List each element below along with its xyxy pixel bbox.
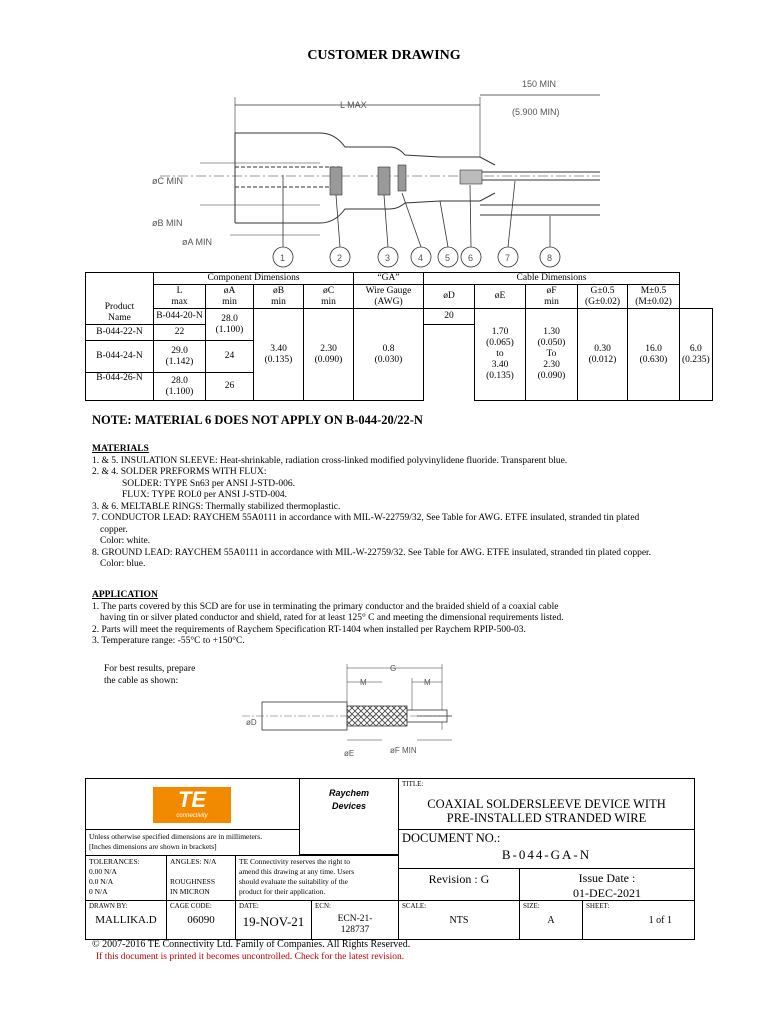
materials-line: copper. [100,524,128,535]
col-a-sub: min [222,296,237,307]
materials-line: Color: white. [100,536,151,546]
d-value: to [496,349,504,359]
col-b: øB [272,285,285,296]
d-value: 1.70 [491,327,509,337]
dim-b-label: øB MIN [152,218,183,228]
e-value: 1.30 [543,327,560,337]
angles-label: ANGLES: N/A [170,857,217,866]
materials-line: Color: blue. [100,559,146,569]
c-value-in: (0.030) [374,354,403,365]
dim-c-label: øC MIN [152,176,183,186]
callout-2-label: 2 [337,253,343,263]
materials-line: 8. GROUND LEAD: RAYCHEM 55A0111 in accordance with MIL-W-22759/32. See Table for AWG. ETFE insulated, stranded tin plated copper. [92,547,652,558]
docno-cell [398,829,695,869]
l-value: 28.0 [221,313,238,324]
tolerance-line: 0.00 N/A [89,867,117,876]
application-line: 3. Temperature range: -55°C to +150°C. [92,636,245,646]
application-heading: APPLICATION [92,590,158,600]
col-f-sub: min [544,296,559,307]
b-value: 2.30 [320,343,337,354]
prep-line: the cable as shown: [104,676,179,686]
l-value-in: (1.142) [165,356,194,367]
title-cell [398,778,695,830]
col-wire-gauge: Wire Gauge [365,285,412,296]
col-c-sub: min [321,296,336,307]
g-label: G [390,664,397,673]
b-value-in: (0.090) [314,354,343,365]
size: A [547,915,555,926]
tolerances-cell [85,855,167,901]
wire-gauge: 20 [424,309,475,325]
units-line-2: [Inches dimensions are shown in brackets] [89,842,217,851]
application-section [92,590,564,648]
size-cell [519,900,583,940]
issue-date: 01-DEC-2021 [573,886,641,900]
m-value-in: (0.235) [682,354,710,365]
e-value: 2.30 [543,360,560,370]
l-value-in: (1.100) [215,324,244,335]
issue-date-label: Issue Date : [578,871,636,885]
page-title: CUSTOMER DRAWING [307,48,461,63]
application-line: having tin or silver plated conductor and shield, rated for at least 125° C and meeting the dimensional requirements listed. [100,613,564,623]
uncontrolled-warning: If this document is printed it becomes uncontrolled. Check for the latest revision. [96,952,405,962]
col-l: L [176,285,183,296]
col-g-sub: (G±0.02) [584,296,621,307]
prep-instructions [104,663,195,687]
drawn-by: MALLIKA.D [95,914,157,926]
l-value: 28.0 [171,375,188,386]
dim-150-label: 150 MIN [522,79,557,89]
wire-gauge: 22 [154,325,206,341]
title-label: TITLE: [402,780,424,788]
materials-line: FLUX: TYPE ROL0 per ANSI J-STD-004. [122,490,288,500]
cable-prep-drawing [232,660,452,760]
date-label: DATE: [239,902,259,910]
header-component-dimensions: Component Dimensions [154,273,354,285]
product-name: B-044-20-N [154,309,206,325]
d-value: (0.065) [486,338,514,348]
e-label: øE [344,749,355,758]
m-label-1: M [360,678,367,687]
e-value: To [546,349,557,359]
sheet-label: SHEET: [586,902,610,910]
header-cable-dimensions: Cable Dimensions [424,273,680,285]
wire-gauge: 26 [206,373,254,401]
application-line: 1. The parts covered by this SCD are for use in terminating the primary conductor and the braided shield of a coaxial cable [92,601,559,612]
application-line: 2. Parts will meet the requirements of Raychem Specification RT-1404 when installed per Raychem RPIP-500-03. [92,624,526,635]
f-value: 0.30 [594,343,611,354]
f-value-in: (0.012) [588,354,617,365]
ecn-line-1: ECN-21- [337,914,373,924]
col-d: øD [424,285,475,309]
materials-line: 7. CONDUCTOR LEAD: RAYCHEM 55A0111 in accordance with MIL-W-22759/32, See Table for AWG. ETFE insulated, stranded tin plated [92,513,640,523]
product-name: B-044-24-N [86,341,154,373]
drawn-cell [85,900,167,940]
ecn-line-2: 128737 [340,925,370,935]
sheet-cell [582,900,695,940]
m-value: 6.0 [689,343,702,354]
materials-line: 3. & 6. MELTABLE RINGS: Thermally stabilized thermoplastic. [92,501,341,512]
tolerance-line: 0 N/A [89,887,108,896]
e-value: (0.050) [537,338,566,348]
brand-cell [299,778,399,855]
angles-cell [166,855,236,901]
wire-gauge: 24 [206,341,254,373]
col-product: Product [104,302,135,312]
brand-raychem: Raychem [328,788,370,798]
ecn-cell [311,900,399,940]
materials-line: 2. & 4. SOLDER PREFORMS WITH FLUX: [92,467,267,477]
callout-4-label: 4 [418,253,424,263]
materials-line: 1. & 5. INSULATION SLEEVE: Heat-shrinkable, radiation cross-linked modified polyvinylidene fluoride. Transparent blue. [92,455,568,466]
roughness-unit: IN MICRON [170,887,210,896]
col-name: Name [108,313,131,323]
brand-devices: Devices [331,801,367,811]
col-m-sub: (M±0.02) [635,296,672,307]
e-value: (0.090) [537,371,566,381]
product-drawing [140,75,600,270]
dim-l-label: L MAX [340,100,367,110]
callout-6-label: 6 [468,253,474,263]
scale-cell [398,900,520,940]
drawn-date: 19-NOV-21 [242,914,305,929]
a-value-in: (0.135) [264,354,293,365]
date-cell [235,900,312,940]
te-logo [153,787,231,823]
te-logo-text: TE [177,787,207,812]
header-ga: “GA” [354,273,424,285]
col-b-sub: min [271,296,286,307]
title-block [85,778,695,940]
col-c: øC [322,285,335,296]
copyright: © 2007-2016 TE Connectivity Ltd. Family of Companies. All Rights Reserved. [92,939,411,950]
col-e: øE [475,285,526,309]
callout-1-label: 1 [280,253,286,263]
dimensions-table [85,272,713,401]
col-l-sub: max [171,296,188,307]
sheet: 1 of 1 [648,915,672,926]
revision: Revision : G [398,868,520,901]
prep-line: For best results, prepare [104,664,196,674]
d-value: (0.135) [486,371,514,381]
materials-heading: MATERIALS [92,444,149,454]
c-value: 0.8 [382,343,395,354]
f-label: øF MIN [390,746,417,755]
callout-8-label: 8 [547,253,553,263]
docno-label: DOCUMENT NO.: [402,831,501,845]
dim-150-in-label: (5.900 MIN) [512,107,560,117]
l-value-in: (1.100) [165,386,194,397]
col-m: M±0.5 [640,285,667,296]
cage-label: CAGE CODE: [170,902,212,910]
col-f: øF [546,285,557,296]
callout-7-label: 7 [505,253,511,263]
size-label: SIZE: [523,902,540,910]
disclaimer-line: should evaluate the suitability of the [239,877,348,886]
document-number: B-044-GA-N [501,847,592,862]
product-name: B-044-26-N [86,373,154,401]
disclaimer-cell [235,855,399,901]
cage-code: 06090 [187,914,215,926]
disclaimer-line: TE Connectivity reserves the right to [239,857,351,866]
disclaimer-line: product for their application. [239,887,326,896]
col-a: øA [223,285,236,296]
a-value: 3.40 [270,343,287,354]
g-value-in: (0.630) [639,354,668,365]
units-line-1: Unless otherwise specified dimensions are in millimeters. [89,832,263,841]
d-value: 3.40 [491,360,509,370]
materials-section [92,444,651,571]
product-name: B-044-22-N [86,325,154,341]
materials-line: SOLDER: TYPE Sn63 per ANSI J-STD-006. [122,478,295,489]
g-value: 16.0 [645,343,662,354]
te-logo-sub: connectivity [176,813,208,819]
m-label-2: M [424,678,431,687]
disclaimer-line: amend this drawing at any time. Users [239,867,355,876]
scale-label: SCALE: [402,902,427,910]
roughness-label: ROUGHNESS [170,877,216,886]
tolerance-line: 0.0 N/A [89,877,114,886]
d-label: øD [246,718,257,727]
col-g: G±0.5 [590,285,615,296]
note: NOTE: MATERIAL 6 DOES NOT APPLY ON B-044-20/22-N [92,413,423,427]
drawing-title-2: PRE-INSTALLED STRANDED WIRE [446,811,647,825]
col-awg: (AWG) [374,296,403,307]
dim-a-label: øA MIN [182,237,213,247]
drawn-label: DRAWN BY: [89,902,128,910]
cage-cell [166,900,236,940]
drawing-title-1: COAXIAL SOLDERSLEEVE DEVICE WITH [427,797,666,811]
table-row [86,309,713,325]
ecn-label: ECN: [315,902,331,910]
callout-3-label: 3 [385,253,391,263]
issue-cell [519,868,695,901]
l-value: 29.0 [171,345,188,356]
callout-5-label: 5 [445,253,451,263]
logo-cell [85,778,300,830]
units-cell [85,829,300,856]
tolerances-label: TOLERANCES: [89,857,140,866]
scale: NTS [449,915,469,926]
